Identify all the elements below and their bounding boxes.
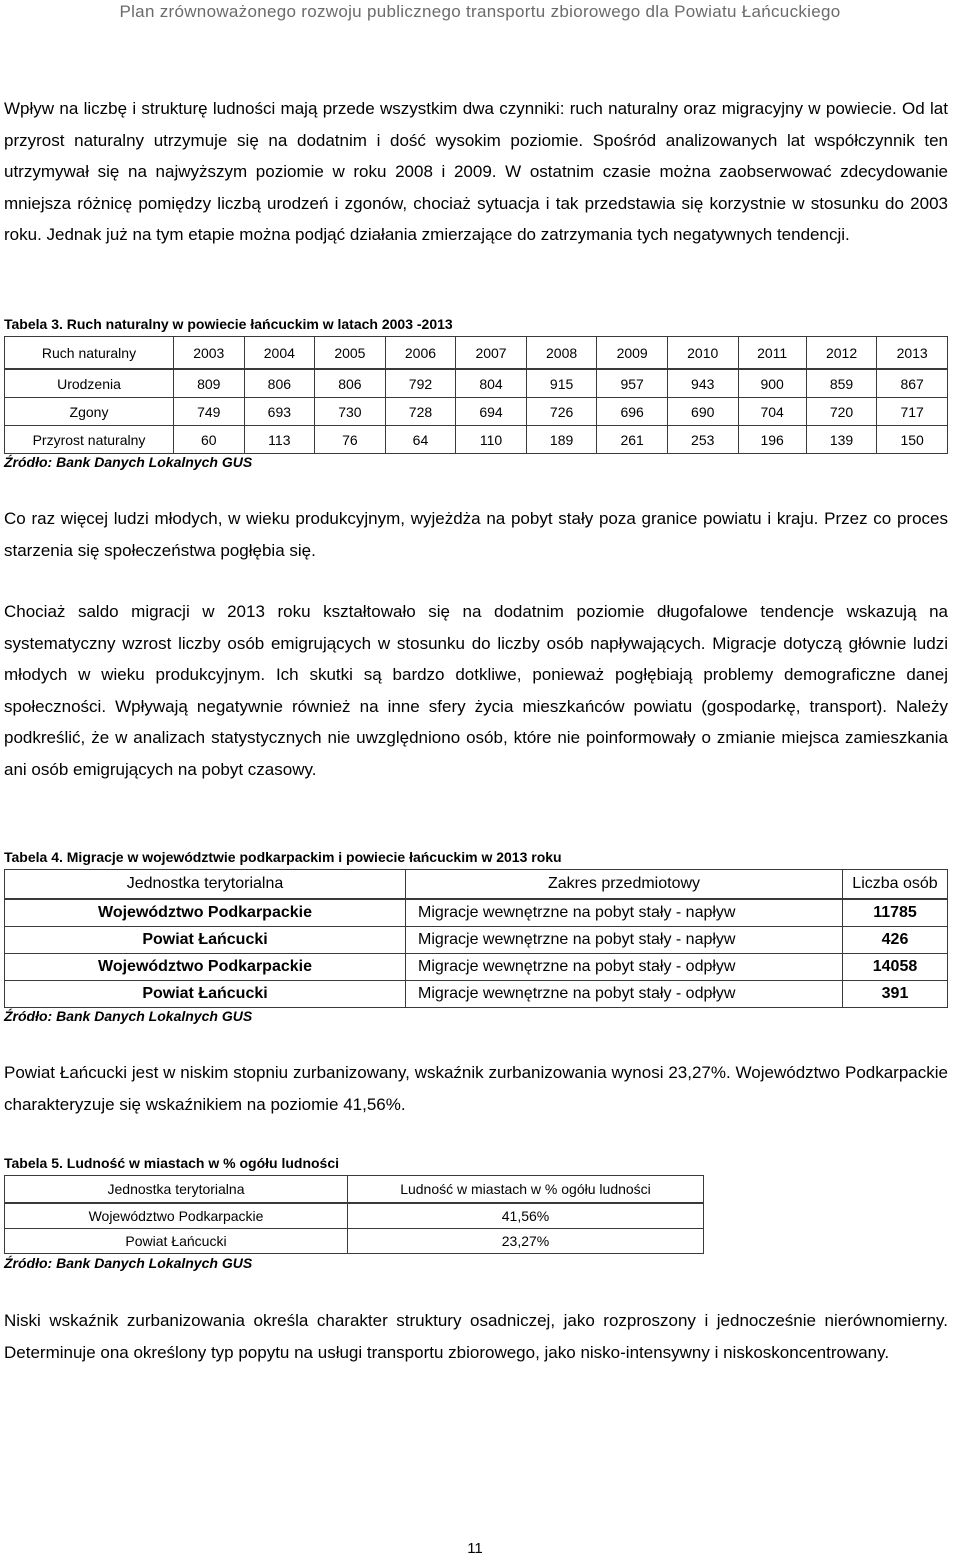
table-cell: 957 xyxy=(597,369,668,398)
paragraph-migration: Chociaż saldo migracji w 2013 roku kształtowało się na dodatnim poziomie długofalowe tendencje wskazują na systematyczny wzrost liczby osób emigrujących w stosunku do liczby osób napływających. Migracje dotyczą głównie ludzi młodych w wieku produkcyjnym. Ich skutki są bardzo dotkliwe, ponieważ pogłębiają problemy demograficzne danej społeczności. Wpływają negatywnie również na inne sfery życia mieszkańców powiatu (gospodarkę, transport). Należy podkreślić, że w analizach statystycznych nie uwzględniono osób, które nie poinformowały o zmianie miejsca zamieszkania ani osób emigrujących na pobyt czasowy. xyxy=(4,602,948,779)
table-header-cell: 2012 xyxy=(806,337,877,370)
table-header-row xyxy=(5,870,948,900)
table-cell: 113 xyxy=(244,426,315,454)
table-cell: Migracje wewnętrzne na pobyt stały - napływ xyxy=(406,899,843,927)
table-cell: 189 xyxy=(526,426,597,454)
table-cell: Powiat Łańcucki xyxy=(5,1229,348,1254)
table5-source: Źródło: Bank Danych Lokalnych GUS xyxy=(4,1255,253,1271)
page-header: Plan zrównoważonego rozwoju publicznego transportu zbiorowego dla Powiatu Łańcuckiego xyxy=(119,2,841,21)
paragraph-young-emigration: Co raz więcej ludzi młodych, w wieku produkcyjnym, wyjeżdża na pobyt stały poza granice powiatu i kraju. Przez co proces starzenia się społeczeństwa pogłębia się. xyxy=(4,509,948,560)
table-cell: Województwo Podkarpackie xyxy=(5,1203,348,1229)
table-cell: Powiat Łańcucki xyxy=(5,927,406,954)
table5-caption: Tabela 5. Ludność w miastach w % ogółu ludności xyxy=(4,1155,340,1171)
table-header-cell: Liczba osób xyxy=(843,870,948,900)
table-header-cell: 2006 xyxy=(385,337,456,370)
table-cell: 696 xyxy=(597,398,668,426)
table-cell: 110 xyxy=(456,426,527,454)
table-cell: 23,27% xyxy=(348,1229,704,1254)
table-cell: 806 xyxy=(244,369,315,398)
table-row xyxy=(5,369,948,398)
table-header-cell: 2011 xyxy=(738,337,806,370)
table-cell: Zgony xyxy=(5,398,174,426)
table-cell: Województwo Podkarpackie xyxy=(5,899,406,927)
table-header-row xyxy=(5,337,948,370)
table-cell: 859 xyxy=(806,369,877,398)
natural-movement-table xyxy=(4,336,948,454)
table-header-cell: 2008 xyxy=(526,337,597,370)
table-cell: Migracje wewnętrzne na pobyt stały - odpływ xyxy=(406,981,843,1008)
table-row xyxy=(5,1203,704,1229)
table-cell: 11785 xyxy=(843,899,948,927)
table-row xyxy=(5,426,948,454)
table-header-cell: 2005 xyxy=(315,337,386,370)
table-cell: 64 xyxy=(385,426,456,454)
table-cell: 426 xyxy=(843,927,948,954)
table-cell: 943 xyxy=(667,369,738,398)
table-cell: 728 xyxy=(385,398,456,426)
table-cell: 900 xyxy=(738,369,806,398)
table-cell: 749 xyxy=(174,398,245,426)
table-cell: Powiat Łańcucki xyxy=(5,981,406,1008)
table-cell: 690 xyxy=(667,398,738,426)
table-cell: Województwo Podkarpackie xyxy=(5,954,406,981)
table-cell: 867 xyxy=(877,369,948,398)
table3-source: Źródło: Bank Danych Lokalnych GUS xyxy=(4,454,253,470)
table-header-cell: 2013 xyxy=(877,337,948,370)
table-cell: 730 xyxy=(315,398,386,426)
table-cell: 915 xyxy=(526,369,597,398)
table-header-cell: 2004 xyxy=(244,337,315,370)
table-cell: 41,56% xyxy=(348,1203,704,1229)
table-cell: 809 xyxy=(174,369,245,398)
table-cell: Migracje wewnętrzne na pobyt stały - napływ xyxy=(406,927,843,954)
table-header-cell: Zakres przedmiotowy xyxy=(406,870,843,900)
table-row xyxy=(5,927,948,954)
table-row xyxy=(5,1229,704,1254)
table4-source: Źródło: Bank Danych Lokalnych GUS xyxy=(4,1008,253,1024)
table-row xyxy=(5,899,948,927)
table-row xyxy=(5,954,948,981)
table-cell: 391 xyxy=(843,981,948,1008)
table-cell: 693 xyxy=(244,398,315,426)
table-header-cell: 2009 xyxy=(597,337,668,370)
table-cell: 726 xyxy=(526,398,597,426)
table-header-cell: 2007 xyxy=(456,337,527,370)
table-header-cell: 2003 xyxy=(174,337,245,370)
table-cell: 261 xyxy=(597,426,668,454)
table-row xyxy=(5,398,948,426)
table-cell: 253 xyxy=(667,426,738,454)
table-cell: 717 xyxy=(877,398,948,426)
table-cell: 60 xyxy=(174,426,245,454)
table3-caption: Tabela 3. Ruch naturalny w powiecie łańcuckim w latach 2003 -2013 xyxy=(4,316,453,332)
paragraph-natural-movement: Wpływ na liczbę i strukturę ludności mają przede wszystkim dwa czynniki: ruch naturalny oraz migracyjny w powiecie. Od lat przyrost naturalny utrzymuje się na dodatnim i dość wysokim poziomie. Spośród analizowanych lat współczynnik ten utrzymywał się na najwyższym poziomie w roku 2008 i 2009. W ostatnim czasie można zaobserwować zdecydowanie mniejsza różnicę pomiędzy liczbą urodzeń i zgonów, chociaż sytuacja i tak przedstawia się korzystnie w stosunku do 2003 roku. Jednak już na tym etapie można podjąć działania zmierzające do zatrzymania tych negatywnych tendencji. xyxy=(4,99,948,244)
table-cell: Urodzenia xyxy=(5,369,174,398)
table-cell: 720 xyxy=(806,398,877,426)
urban-population-table xyxy=(4,1175,704,1254)
table-cell: 804 xyxy=(456,369,527,398)
table-cell: 694 xyxy=(456,398,527,426)
table-cell: 139 xyxy=(806,426,877,454)
table-header-cell: Ludność w miastach w % ogółu ludności xyxy=(348,1176,704,1204)
table-cell: 196 xyxy=(738,426,806,454)
table-cell: 150 xyxy=(877,426,948,454)
table-cell: 806 xyxy=(315,369,386,398)
table-header-row xyxy=(5,1176,704,1204)
table-cell: 14058 xyxy=(843,954,948,981)
table-header-cell: 2010 xyxy=(667,337,738,370)
table-cell: 76 xyxy=(315,426,386,454)
table-header-cell: Ruch naturalny xyxy=(5,337,174,370)
table-cell: Przyrost naturalny xyxy=(5,426,174,454)
table4-caption: Tabela 4. Migracje w województwie podkarpackim i powiecie łańcuckim w 2013 roku xyxy=(4,849,562,865)
table-row xyxy=(5,981,948,1008)
table-header-cell: Jednostka terytorialna xyxy=(5,1176,348,1204)
table-cell: Migracje wewnętrzne na pobyt stały - odpływ xyxy=(406,954,843,981)
migration-table xyxy=(4,869,948,1008)
table-cell: 704 xyxy=(738,398,806,426)
paragraph-settlement-structure: Niski wskaźnik zurbanizowania określa charakter struktury osadniczej, jako rozproszony i jednocześnie nierównomierny. Determinuje ona określony typ popytu na usługi transportu zbiorowego, jako nisko-intensywny i niskoskoncentrowany. xyxy=(4,1311,948,1362)
paragraph-urbanization: Powiat Łańcucki jest w niskim stopniu zurbanizowany, wskaźnik zurbanizowania wynosi 23,27%. Województwo Podkarpackie charakteryzuje się wskaźnikiem na poziomie 41,56%. xyxy=(4,1063,948,1114)
table-header-cell: Jednostka terytorialna xyxy=(5,870,406,900)
page-number: 11 xyxy=(467,1540,483,1557)
table-cell: 792 xyxy=(385,369,456,398)
